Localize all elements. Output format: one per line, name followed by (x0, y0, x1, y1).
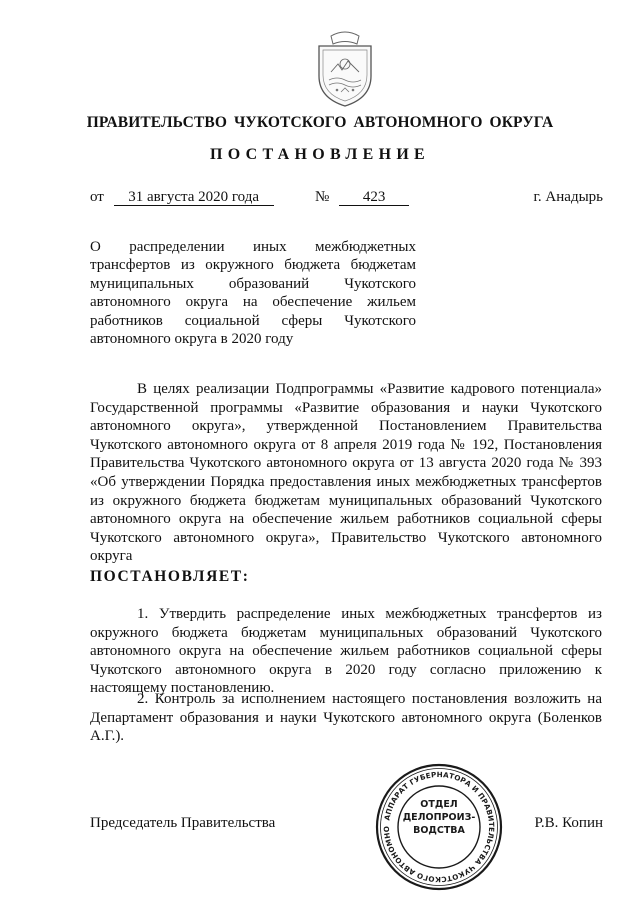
number-value: 423 (339, 189, 409, 206)
number-prefix: № (315, 189, 330, 205)
stamp-ring-text: АППАРАТ ГУБЕРНАТОРА И ПРАВИТЕЛЬСТВА ЧУКОТСКОГО АВТОНОМНО (381, 769, 497, 885)
date-field (90, 189, 274, 206)
coat-of-arms-icon (311, 28, 379, 108)
stamp-center-text: ОТДЕЛ ДЕЛОПРОИЗ- ВОДСТВА (402, 799, 476, 836)
signatory-name: Р.В. Копин (534, 815, 603, 831)
office-stamp (374, 762, 504, 892)
document-subject: О распределении иных межбюджетных трансфертов из окружного бюджета бюджетам муниципальных образований Чукотского автономного округа на обеспечение жильем работников социальной сферы Чукотского автономного округа в 2020 году (90, 239, 416, 348)
document-type: ПОСТАНОВЛЕНИЕ (209, 146, 431, 163)
preamble-paragraph: В целях реализации Подпрограммы «Развитие кадрового потенциала» Государственной программы «Развитие образования и науки Чукотского автономного округа», утвержденной Постановлением Правительства Чукотского автономного округа от 8 апреля 2019 года № 192, Постановления Правительства Чукотского автономного округа от 13 августа 2020 года № 393 «Об утверждении Порядка предоставления иных межбюджетных трансфертов из окружного бюджета бюджетам муниципальных образований Чукотского автономного округа на обеспечение жильем работников социальной сферы Чукотского автономного округа», Правительство Чукотского автономного округа (90, 381, 602, 565)
government-title: ПРАВИТЕЛЬСТВО ЧУКОТСКОГО АВТОНОМНОГО ОКРУГА (86, 114, 554, 131)
decree-heading: ПОСТАНОВЛЯЕТ: (90, 568, 250, 585)
city: г. Анадырь (533, 189, 603, 205)
signatory-position: Председатель Правительства (90, 815, 276, 831)
number-field (315, 189, 409, 206)
date-prefix: от (90, 189, 104, 205)
date-value: 31 августа 2020 года (114, 189, 274, 206)
decree-item-2: 2. Контроль за исполнением настоящего постановления возложить на Департамент образования и науки Чукотского автономного округа (Боленков А.Г.). (90, 691, 602, 745)
decree-item-1: 1. Утвердить распределение иных межбюджетных трансфертов из окружного бюджета бюджетам муниципальных образований Чукотского автономного округа на обеспечение жильем работников социальной сферы Чукотского автономного округа в 2020 году согласно приложению к настоящему постановлению. (90, 606, 602, 697)
